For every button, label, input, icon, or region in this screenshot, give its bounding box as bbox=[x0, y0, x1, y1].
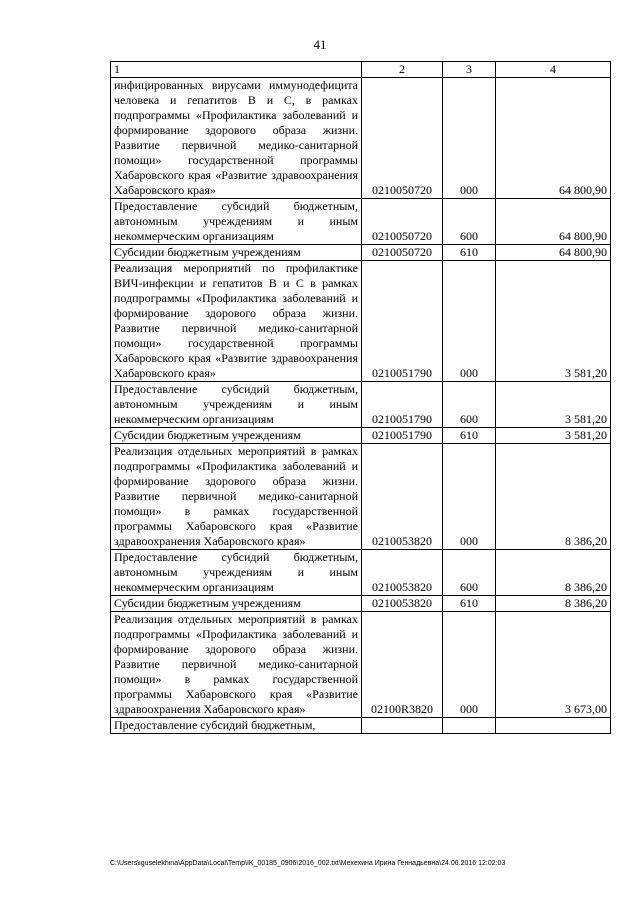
row-code-cell: 02100R3820 bbox=[362, 612, 443, 718]
row-name-cell: Субсидии бюджетным учреждениям bbox=[111, 428, 362, 444]
row-name-cell: Предоставление субсидий бюджетным, автономным учреждениям и иным некоммерческим организациям bbox=[111, 382, 362, 428]
table-row bbox=[111, 444, 611, 550]
row-amount-cell: 8 386,20 bbox=[496, 550, 611, 596]
page-number: 41 bbox=[313, 37, 327, 52]
table-row bbox=[111, 612, 611, 718]
row-name-cell: Реализация отдельных мероприятий в рамках подпрограммы «Профилактика заболеваний и формирование здорового образа жизни. Развитие первичной медико-санитарной помощи» в рамках государственной программы Хабаровского края «Развитие здравоохранения Хабаровского края» bbox=[111, 612, 362, 718]
row-code-cell: 0210053820 bbox=[362, 596, 443, 612]
row-code-cell: 0210051790 bbox=[362, 261, 443, 382]
table-row bbox=[111, 718, 611, 734]
row-code-cell: 0210050720 bbox=[362, 199, 443, 245]
header-cell-3: 3 bbox=[443, 62, 496, 78]
header-cell-1: 1 bbox=[111, 62, 362, 78]
row-type-cell: 600 bbox=[443, 199, 496, 245]
row-code-cell: 0210053820 bbox=[362, 550, 443, 596]
row-amount-cell: 3 581,20 bbox=[496, 382, 611, 428]
row-amount-cell bbox=[496, 718, 611, 734]
row-type-cell: 600 bbox=[443, 550, 496, 596]
row-code-cell: 0210053820 bbox=[362, 444, 443, 550]
row-amount-cell: 8 386,20 bbox=[496, 596, 611, 612]
row-type-cell: 000 bbox=[443, 261, 496, 382]
row-code-cell: 0210050720 bbox=[362, 245, 443, 261]
row-code-cell bbox=[362, 718, 443, 734]
row-amount-cell: 3 581,20 bbox=[496, 261, 611, 382]
row-name-cell: инфицированных вирусами иммунодефицита человека и гепатитов В и С, в рамках подпрограммы «Профилактика заболеваний и формирование здорового образа жизни. Развитие первичной медико-санитарной помощи» государственной программы Хабаровского края «Развитие здравоохранения Хабаровского края» bbox=[111, 78, 362, 199]
row-amount-cell: 3 581,20 bbox=[496, 428, 611, 444]
table-row bbox=[111, 596, 611, 612]
header-cell-4: 4 bbox=[496, 62, 611, 78]
row-amount-cell: 64 800,90 bbox=[496, 78, 611, 199]
row-type-cell: 000 bbox=[443, 444, 496, 550]
row-amount-cell: 8 386,20 bbox=[496, 444, 611, 550]
table-header-row bbox=[111, 62, 611, 78]
table-row bbox=[111, 78, 611, 199]
row-type-cell: 600 bbox=[443, 382, 496, 428]
table-row bbox=[111, 550, 611, 596]
footer-file-path: C:\Users\iguselekhina\AppData\Local\Temp\IK_00185_0906\2016_002.txt\Мехехина Ирина Геннадьевна\24.06.2016 12:02:03 bbox=[110, 860, 506, 867]
row-name-cell: Реализация отдельных мероприятий в рамках подпрограммы «Профилактика заболеваний и формирование здорового образа жизни. Развитие первичной медико-санитарной помощи» в рамках государственной программы Хабаровского края «Развитие здравоохранения Хабаровского края» bbox=[111, 444, 362, 550]
row-name-cell: Субсидии бюджетным учреждениям bbox=[111, 245, 362, 261]
row-code-cell: 0210051790 bbox=[362, 382, 443, 428]
row-name-cell: Предоставление субсидий бюджетным, автономным учреждениям и иным некоммерческим организациям bbox=[111, 199, 362, 245]
row-name-cell: Реализация мероприятий по профилактике ВИЧ-инфекции и гепатитов В и С в рамках подпрограммы «Профилактика заболеваний и формирование здорового образа жизни. Развитие первичной медико-санитарной помощи» государственной программы Хабаровского края «Развитие здравоохранения Хабаровского края» bbox=[111, 261, 362, 382]
row-amount-cell: 64 800,90 bbox=[496, 245, 611, 261]
table-row bbox=[111, 261, 611, 382]
row-amount-cell: 64 800,90 bbox=[496, 199, 611, 245]
row-name-cell: Предоставление субсидий бюджетным, автономным учреждениям и иным некоммерческим организациям bbox=[111, 550, 362, 596]
table-row bbox=[111, 245, 611, 261]
budget-table bbox=[110, 61, 611, 734]
row-type-cell: 610 bbox=[443, 428, 496, 444]
row-name-cell: Субсидии бюджетным учреждениям bbox=[111, 596, 362, 612]
row-amount-cell: 3 673,00 bbox=[496, 612, 611, 718]
row-type-cell: 610 bbox=[443, 596, 496, 612]
table-row bbox=[111, 382, 611, 428]
row-code-cell: 0210050720 bbox=[362, 78, 443, 199]
row-type-cell bbox=[443, 718, 496, 734]
row-name-cell: Предоставление субсидий бюджетным, bbox=[111, 718, 362, 734]
table-row bbox=[111, 199, 611, 245]
row-type-cell: 000 bbox=[443, 612, 496, 718]
header-cell-2: 2 bbox=[362, 62, 443, 78]
table-row bbox=[111, 428, 611, 444]
row-type-cell: 000 bbox=[443, 78, 496, 199]
row-code-cell: 0210051790 bbox=[362, 428, 443, 444]
row-type-cell: 610 bbox=[443, 245, 496, 261]
